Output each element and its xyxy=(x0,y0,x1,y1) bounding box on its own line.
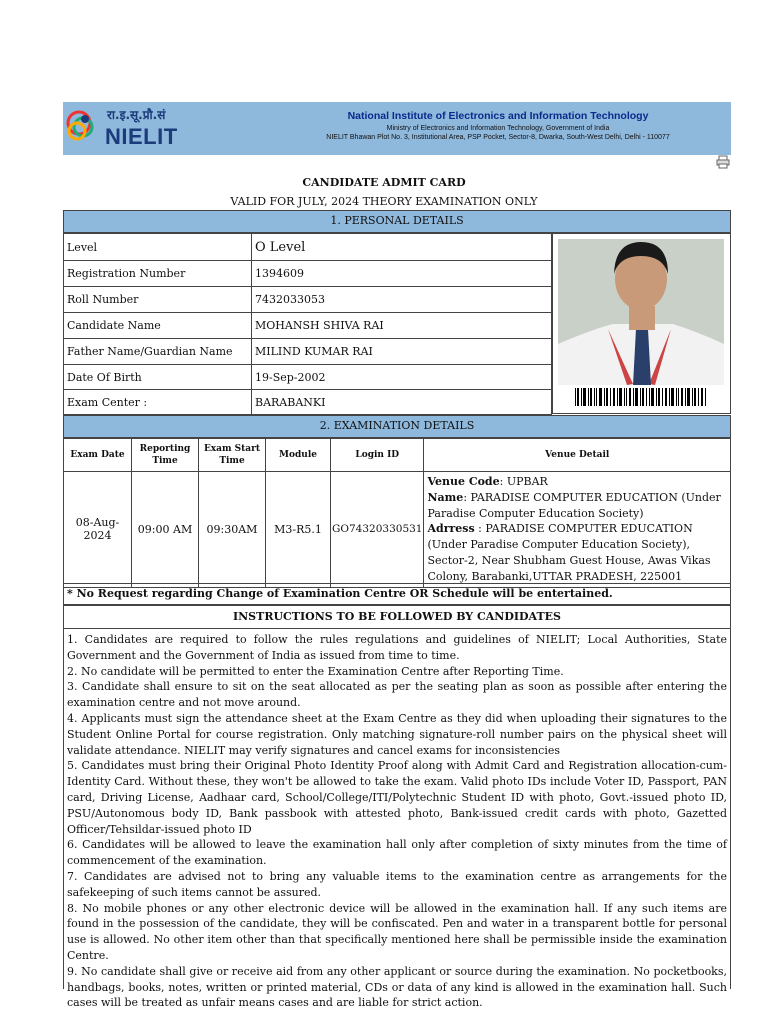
notice-text: * No Request regarding Change of Examination Centre OR Schedule will be entertained. xyxy=(63,583,731,605)
table-header-row xyxy=(64,439,731,472)
header-banner xyxy=(63,102,731,155)
venue-address-label: Adrress xyxy=(427,522,475,536)
page-subtitle: VALID FOR JULY, 2024 THEORY EXAMINATION ONLY xyxy=(230,195,538,208)
logo-hindi-text: रा.इ.सू.प्रौ.सं xyxy=(107,108,166,122)
org-address: NIELIT Bhawan Plot No. 3, Institutional Area, PSP Pocket, Sector-8, Dwarka, South-West Delhi, Delhi - 110077 xyxy=(326,134,670,141)
col-venue-detail: Venue Detail xyxy=(424,439,731,472)
exam-details-heading: 2. EXAMINATION DETAILS xyxy=(63,415,731,438)
ministry-text: Ministry of Electronics and Information Technology, Government of India xyxy=(386,125,610,132)
reporting-time: 09:00 AM xyxy=(132,472,199,588)
col-module: Module xyxy=(266,439,331,472)
exam-date: 08-Aug-2024 xyxy=(64,472,132,588)
page-title: CANDIDATE ADMIT CARD xyxy=(302,176,466,189)
candidate-photo xyxy=(553,234,730,413)
table-row xyxy=(64,313,552,339)
table-row xyxy=(64,339,552,365)
venue-code: : UPBAR xyxy=(499,475,548,488)
personal-details-table xyxy=(63,233,552,415)
table-row xyxy=(64,234,552,261)
field-label: Exam Center : xyxy=(64,390,252,415)
instruction-item: 2. No candidate will be permitted to enter the Examination Centre after Reporting Time. xyxy=(67,664,564,678)
field-label: Candidate Name xyxy=(64,313,252,339)
table-row xyxy=(64,365,552,390)
field-value: MILIND KUMAR RAI xyxy=(252,339,552,365)
print-icon[interactable] xyxy=(716,155,730,169)
table-row xyxy=(64,261,552,287)
instruction-item: 8. No mobile phones or any other electronic device will be allowed in the examination hall. If any such items are found in the possession of the candidate, they will be confiscated. Pen and water in a transparent bottle for personal use is allowed. No other item other than that specifically mentioned here shall be permissible inside the examination Centre. xyxy=(67,901,727,962)
field-label: Father Name/Guardian Name xyxy=(64,339,252,365)
field-value: 1394609 xyxy=(252,261,552,287)
venue-name-label: Name xyxy=(427,490,464,504)
venue-address: : PARADISE COMPUTER EDUCATION (Under Paradise Computer Education Society), Sector-2, Near Shubham Guest House, Awas Vikas Colony, Barabanki,UTTAR PRADESH, 225001 xyxy=(427,522,711,583)
venue-name: : PARADISE COMPUTER EDUCATION (Under Paradise Computer Education Society) xyxy=(427,490,721,520)
field-label: Date Of Birth xyxy=(64,365,252,390)
logo-text: NIELIT xyxy=(105,124,178,149)
login-id: GO74320330531 xyxy=(331,472,424,588)
instruction-item: 4. Applicants must sign the attendance sheet at the Exam Centre as they did when uploading their signatures to the Student Online Portal for course registration. Only matching signature-roll number pairs on the physical sheet will validate attendance. NIELIT may verify signatures and cancel exams for inconsistencies xyxy=(67,711,727,757)
instructions-heading: INSTRUCTIONS TO BE FOLLOWED BY CANDIDATES xyxy=(63,605,731,629)
col-exam-date: Exam Date xyxy=(64,439,132,472)
table-row xyxy=(64,287,552,313)
instruction-item: 6. Candidates will be allowed to leave the examination hall only after completion of sixty minutes from the time of commencement of the examination. xyxy=(67,838,727,868)
barcode-icon xyxy=(575,388,706,406)
col-login-id: Login ID xyxy=(331,439,424,472)
instruction-item: 1. Candidates are required to follow the rules regulations and guidelines of NIELIT; Local Authorities, State Government and the Government of India as issued from time to time. xyxy=(67,633,727,662)
field-value: 7432033053 xyxy=(252,287,552,313)
org-block xyxy=(263,110,733,141)
field-label: Registration Number xyxy=(64,261,252,287)
instruction-item: 9. No candidate shall give or receive aid from any other applicant or source during the examination. No pocketbooks, handbags, books, notes, written or printed material, CDs or data of any kind is allowed in the examination hall. Such cases will be treated as unfair means cases and are liable for strict action. xyxy=(67,964,727,1010)
field-label: Roll Number xyxy=(64,287,252,313)
field-value: BARABANKI xyxy=(252,390,552,415)
field-value: 19-Sep-2002 xyxy=(252,365,552,390)
table-row xyxy=(64,390,552,415)
instruction-item: 3. Candidate shall ensure to sit on the seat allocated as per the seating plan as soon as possible after entering the examination centre and not move around. xyxy=(67,680,727,710)
table-row xyxy=(64,472,731,588)
exam-start-time: 09:30AM xyxy=(199,472,266,588)
field-value: MOHANSH SHIVA RAI xyxy=(252,313,552,339)
personal-details-heading: 1. PERSONAL DETAILS xyxy=(63,210,731,233)
org-name: National Institute of Electronics and Information Technology xyxy=(347,110,649,122)
exam-details-table xyxy=(63,438,731,588)
venue-code-label: Venue Code xyxy=(427,475,500,488)
instructions-list xyxy=(63,629,731,1010)
col-exam-start-time: Exam Start Time xyxy=(199,439,266,472)
venue-detail xyxy=(424,472,731,588)
photo-box xyxy=(552,233,731,414)
field-label: Level xyxy=(64,234,252,261)
field-value: O Level xyxy=(252,234,552,261)
instruction-item: 7. Candidates are advised not to bring any valuable items to the examination centre as arrangements for the safekeeping of such items cannot be assured. xyxy=(67,869,727,899)
col-reporting-time: Reporting Time xyxy=(132,439,199,472)
module: M3-R5.1 xyxy=(266,472,331,588)
instruction-item: 5. Candidates must bring their Original Photo Identity Proof along with Admit Card and Registration allocation-cum-Identity Card. Without these, they won't be allowed to take the exam. Valid photo IDs include Voter ID, Passport, PAN card, Driving License, Aadhaar card, School/College/ITI/Polytechnic Student ID with photo, Govt.-issued photo ID, PSU/Autonomous body ID, Bank passbook with attested photo, Bank-issued credit cards with photo, Gazetted Officer/Tehsildar-issued photo ID xyxy=(67,759,727,836)
